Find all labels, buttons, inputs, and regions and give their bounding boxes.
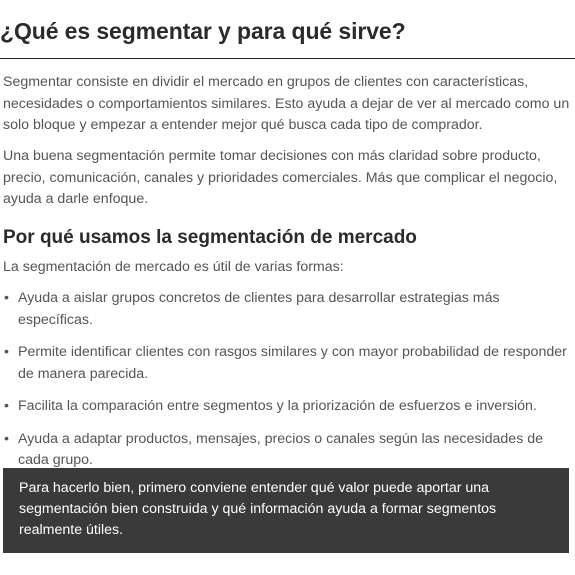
list-item [0, 288, 575, 331]
list-item-text: Ayuda a adaptar productos, mensajes, precios o canales según las necesidades de cada grupo. [18, 430, 544, 468]
bullet-list [0, 288, 575, 483]
list-item-text: Ayuda a aislar grupos concretos de clientes para desarrollar estrategias más específicas. [18, 290, 500, 328]
section-intro: La segmentación de mercado es útil de varias formas: [3, 259, 344, 275]
bullet-icon: • [4, 344, 9, 360]
paragraph-benefits: Una buena segmentación permite tomar decisiones con más claridad sobre producto, precio, comunicación, canales y prioridades comerciales. Más que complicar el negocio, ayuda a darle enfoque. [3, 148, 558, 207]
section-heading: Por qué usamos la segmentación de mercado [3, 227, 417, 248]
callout-box [3, 468, 569, 553]
page-title: ¿Qué es segmentar y para qué sirve? [0, 18, 406, 44]
list-item [0, 396, 575, 418]
bullet-icon: • [4, 430, 9, 447]
list-item [0, 342, 575, 385]
list-item-text: Facilita la comparación entre segmentos y la priorización de esfuerzos e inversión. [18, 398, 537, 414]
bullet-icon: • [4, 290, 9, 306]
callout-text: Para hacerlo bien, primero conviene entender qué valor puede aportar una segmentación bien construida y qué información ayuda a formar segmentos realmente útiles. [19, 480, 497, 538]
list-item-text: Permite identificar clientes con rasgos similares y con mayor probabilidad de responder de manera parecida. [18, 344, 567, 382]
bullet-icon: • [4, 398, 9, 414]
title-divider [0, 58, 575, 59]
list-item [0, 429, 575, 472]
paragraph-definition: Segmentar consiste en dividir el mercado en grupos de clientes con características, necesidades o comportamientos similares. Esto ayuda a dejar de ver al mercado como un solo bloque y empezar a entender mejor qué busca cada tipo de comprador. [3, 74, 570, 133]
